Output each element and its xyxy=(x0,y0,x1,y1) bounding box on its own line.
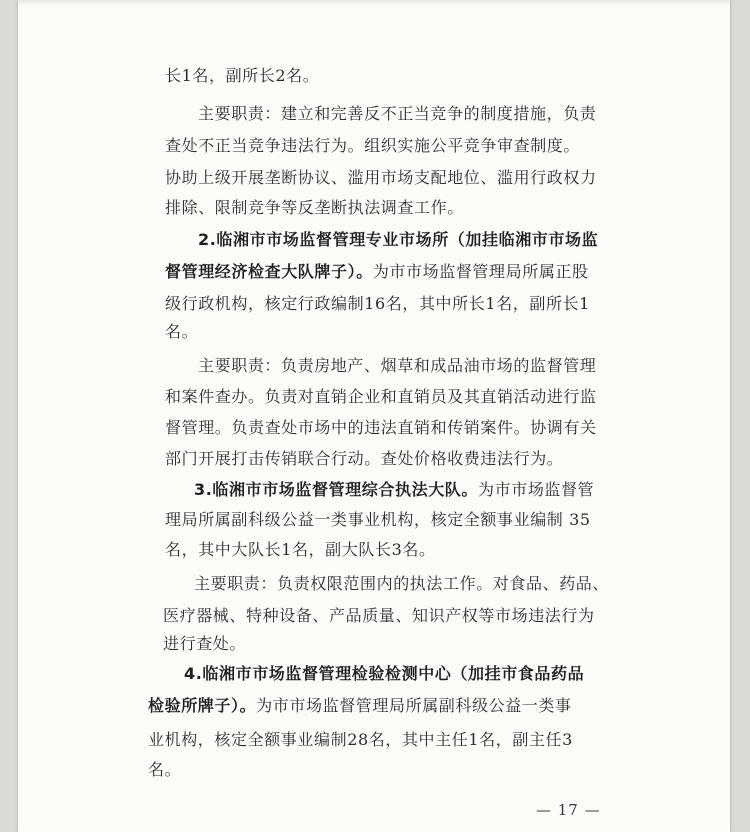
text-line: 主要职责：负责房地产、烟草和成品油市场的监督管理 xyxy=(198,356,597,375)
text-line: 级行政机构，核定行政编制16名，其中所长1名，副所长1 xyxy=(165,294,590,313)
page-edge xyxy=(18,0,730,6)
text-line: 协助上级开展垄断协议、滥用市场支配地位、滥用行政权力 xyxy=(165,168,597,187)
text-line: 查处不正当竞争违法行为。组织实施公平竞争审查制度。 xyxy=(165,136,581,155)
text-line: 督管理。负责查处市场中的违法直销和传销案件。协调有关 xyxy=(165,418,597,437)
text-line: 医疗器械、特种设备、产品质量、知识产权等市场违法行为 xyxy=(163,606,595,625)
text-line: 进行查处。 xyxy=(163,634,247,653)
text-line: 名，其中大队长1名，副大队长3名。 xyxy=(165,540,436,559)
section-heading-line: 督管理经济检查大队牌子）。为市市场监督管理局所属正股 xyxy=(165,262,589,281)
text-line: 长1名，副所长2名。 xyxy=(165,66,320,85)
text-line: 名。 xyxy=(148,760,182,779)
section-heading-line: 4.临湘市市场监督管理检验检测中心（加挂市食品药品 xyxy=(184,664,585,683)
text-line: 排除、限制竞争等反垄断执法调查工作。 xyxy=(165,198,464,217)
text-line: 主要职责：负责权限范围内的执法工作。对食品、药品、 xyxy=(194,574,610,593)
text-line: 主要职责：建立和完善反不正当竞争的制度措施，负责 xyxy=(198,104,597,123)
section-heading-line: 3.临湘市市场监督管理综合执法大队。为市市场监督管 xyxy=(194,480,595,499)
document-page xyxy=(18,0,730,832)
text-line: 名。 xyxy=(165,322,199,341)
page-number: — 17 — xyxy=(536,801,601,819)
section-heading-line: 2.临湘市市场监督管理专业市场所（加挂临湘市市场监 xyxy=(198,230,599,249)
text-line: 业机构，核定全额事业编制28名，其中主任1名，副主任3 xyxy=(148,730,573,749)
section-heading-line: 检验所牌子）。为市市场监督管理局所属副科级公益一类事 xyxy=(148,696,572,715)
text-line: 和案件查办。负责对直销企业和直销员及其直销活动进行监 xyxy=(165,387,597,406)
text-line: 理局所属副科级公益一类事业机构，核定全额事业编制 35 xyxy=(165,510,591,529)
text-line: 部门开展打击传销联合行动。查处价格收费违法行为。 xyxy=(165,449,564,468)
